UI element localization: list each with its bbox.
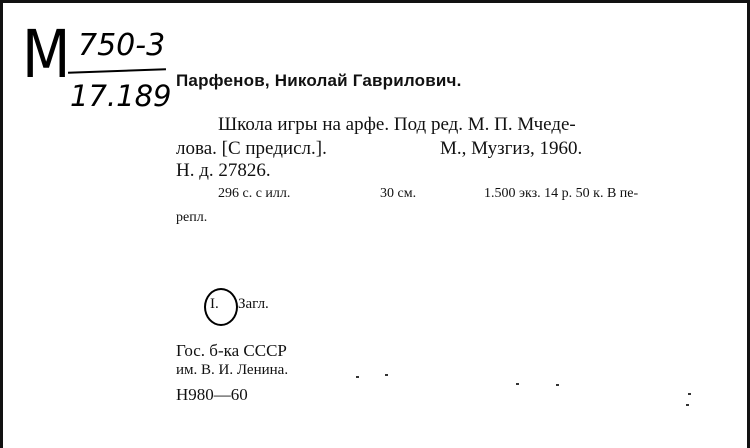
imprint: М., Музгиз, 1960. — [440, 138, 583, 159]
pagination: 296 с. с илл. — [218, 186, 291, 201]
dimensions: 30 см. — [380, 186, 417, 201]
library-name-line-2: им. В. И. Ленина. — [176, 362, 289, 378]
card-border-top — [0, 0, 750, 3]
author-heading: Парфенов, Николай Гаврилович. — [176, 71, 462, 90]
card-border-left — [0, 0, 3, 448]
tracing-label: Загл. — [238, 296, 269, 312]
handwritten-call-letter: М — [22, 16, 68, 93]
title-line-1: Школа игры на арфе. Под ред. М. П. Мчеде- — [218, 114, 576, 135]
handwritten-divider — [68, 68, 166, 73]
copies-price: 1.500 экз. 14 р. 50 к. В пе- — [484, 186, 639, 201]
title-line-2: лова. [С предисл.]. — [176, 138, 327, 159]
handwritten-call-code-top: 750-3 — [78, 28, 166, 63]
handwritten-call-code-bottom: 17.189 — [70, 79, 172, 113]
library-code: Н980—60 — [176, 385, 248, 404]
plate-number: Н. д. 27826. — [176, 160, 271, 181]
tracing-number: I. — [210, 296, 219, 312]
library-name-line-1: Гос. б-ка СССР — [176, 341, 287, 360]
binding: репл. — [176, 210, 208, 225]
